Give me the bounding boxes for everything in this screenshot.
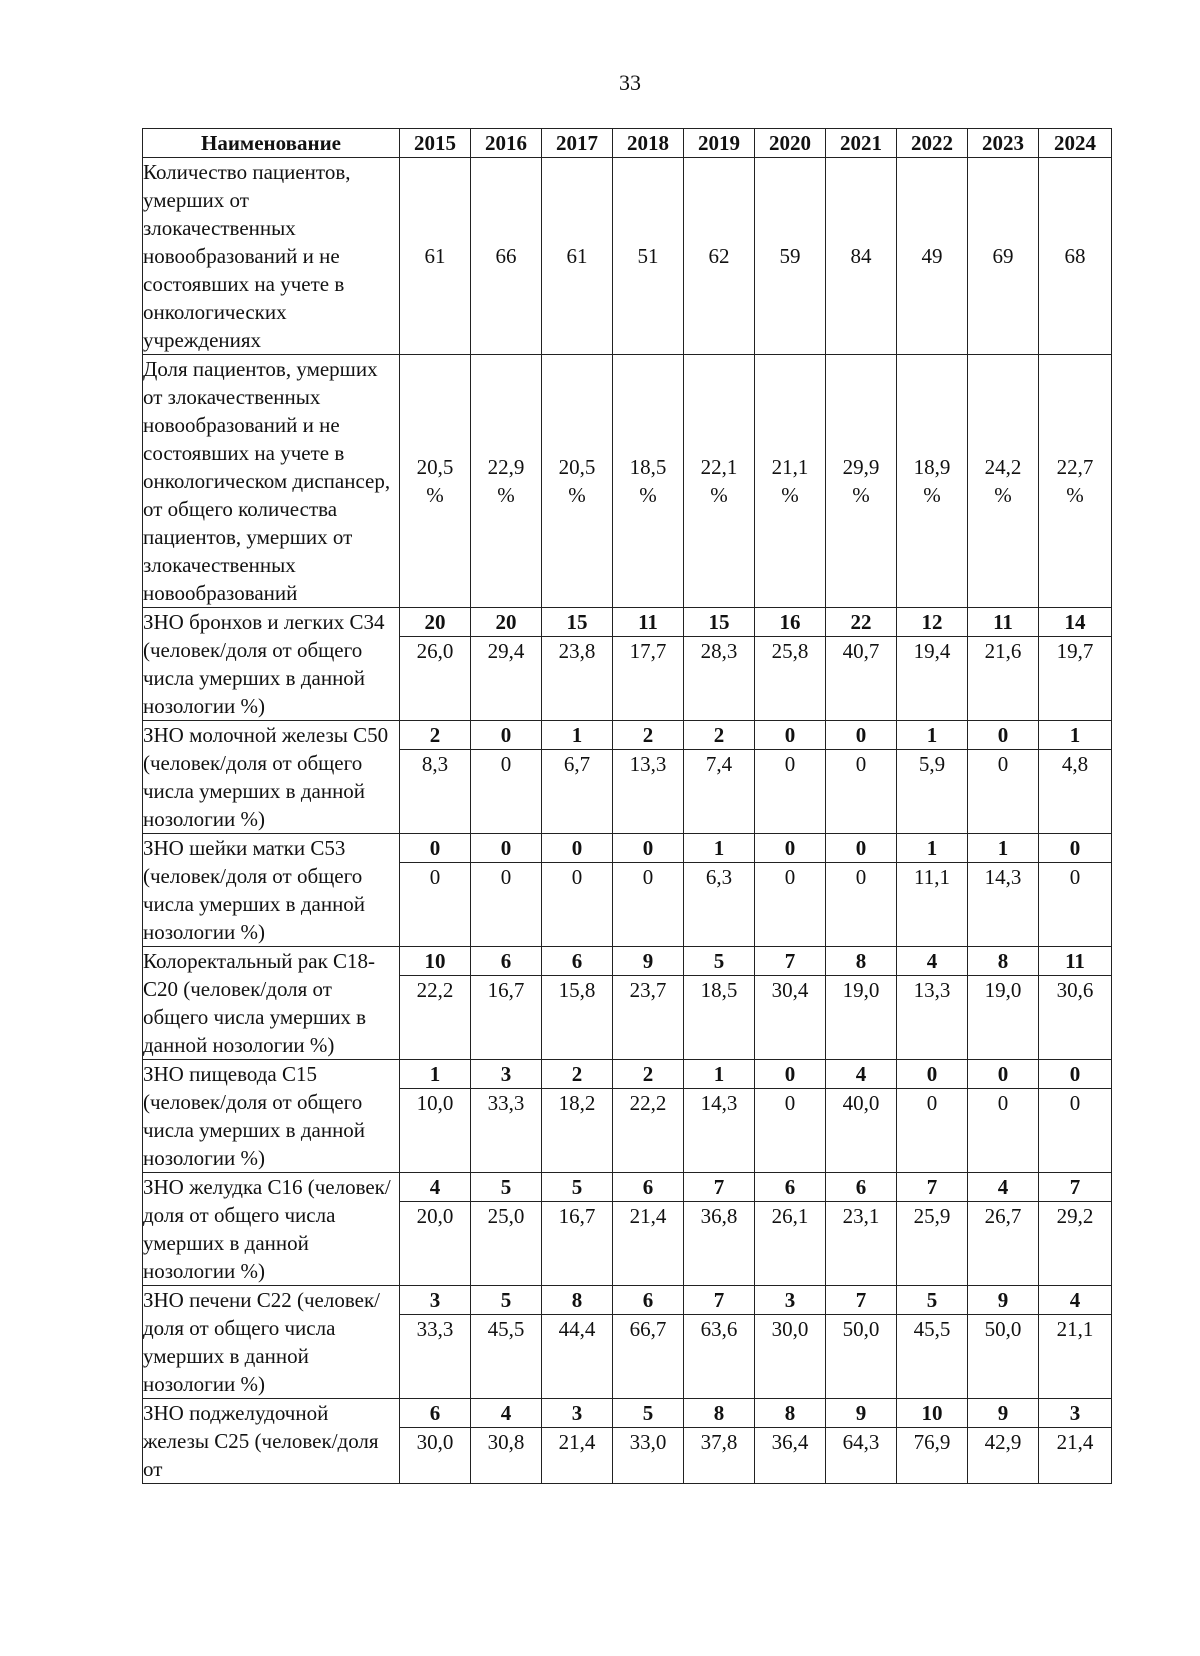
- share-cell: 0: [826, 750, 897, 834]
- count-cell: 9: [968, 1399, 1039, 1428]
- count-cell: 0: [542, 834, 613, 863]
- count-cell: 22: [826, 608, 897, 637]
- count-cell: 6: [400, 1399, 471, 1428]
- count-cell: 6: [826, 1173, 897, 1202]
- count-cell: 3: [755, 1286, 826, 1315]
- count-cell: 0: [755, 1060, 826, 1089]
- share-cell: 15,8: [542, 976, 613, 1060]
- share-cell: 19,7: [1039, 637, 1112, 721]
- share-cell: 25,9: [897, 1202, 968, 1286]
- header-year: 2018: [613, 129, 684, 158]
- row-value: 59: [755, 158, 826, 355]
- header-year: 2022: [897, 129, 968, 158]
- count-cell: 9: [613, 947, 684, 976]
- nosology-label: ЗНО желудка С16 (человек/доля от общего числа умерших в данной нозологии %): [143, 1173, 400, 1286]
- count-cell: 11: [968, 608, 1039, 637]
- count-cell: 0: [968, 721, 1039, 750]
- count-cell: 7: [826, 1286, 897, 1315]
- share-cell: 45,5: [471, 1315, 542, 1399]
- share-cell: 14,3: [968, 863, 1039, 947]
- share-cell: 21,4: [1039, 1428, 1112, 1484]
- value-unit: %: [994, 483, 1012, 507]
- nosology-count-row: [143, 834, 1112, 863]
- header-year: 2019: [684, 129, 755, 158]
- count-cell: 3: [471, 1060, 542, 1089]
- count-cell: 1: [542, 721, 613, 750]
- share-cell: 36,8: [684, 1202, 755, 1286]
- header-year: 2015: [400, 129, 471, 158]
- share-cell: 6,7: [542, 750, 613, 834]
- row-value: [755, 355, 826, 608]
- count-cell: 0: [897, 1060, 968, 1089]
- count-cell: 20: [400, 608, 471, 637]
- value-number: 20,5: [416, 455, 454, 479]
- count-cell: 6: [613, 1286, 684, 1315]
- share-cell: 63,6: [684, 1315, 755, 1399]
- share-cell: 29,2: [1039, 1202, 1112, 1286]
- count-cell: 7: [684, 1173, 755, 1202]
- share-cell: 22,2: [613, 1089, 684, 1173]
- count-cell: 4: [826, 1060, 897, 1089]
- header-name: Наименование: [143, 129, 400, 158]
- nosology-label: ЗНО молочной железы С50 (человек/доля от общего числа умерших в данной нозологии %): [143, 721, 400, 834]
- nosology-count-row: [143, 1286, 1112, 1315]
- value-unit: %: [426, 483, 444, 507]
- share-cell: 8,3: [400, 750, 471, 834]
- share-cell: 6,3: [684, 863, 755, 947]
- count-cell: 8: [684, 1399, 755, 1428]
- header-year: 2020: [755, 129, 826, 158]
- page-number: 33: [619, 70, 641, 95]
- share-cell: 7,4: [684, 750, 755, 834]
- row-value: 61: [542, 158, 613, 355]
- count-cell: 7: [897, 1173, 968, 1202]
- share-cell: 17,7: [613, 637, 684, 721]
- share-cell: 21,1: [1039, 1315, 1112, 1399]
- share-cell: 44,4: [542, 1315, 613, 1399]
- share-cell: 18,2: [542, 1089, 613, 1173]
- share-cell: 0: [826, 863, 897, 947]
- count-cell: 2: [684, 721, 755, 750]
- value-number: 20,5: [558, 455, 596, 479]
- count-cell: 6: [613, 1173, 684, 1202]
- share-cell: 0: [400, 863, 471, 947]
- row-label: Доля пациентов, умерших от злокачественных новообразований и не состоявших на учете в онкологическом диспансер, от общего количества пациентов, умерших от злокачественных новообразований: [143, 355, 400, 608]
- share-cell: 30,0: [400, 1428, 471, 1484]
- count-cell: 0: [1039, 1060, 1112, 1089]
- nosology-label: ЗНО шейки матки С53 (человек/доля от общего числа умерших в данной нозологии %): [143, 834, 400, 947]
- share-cell: 26,1: [755, 1202, 826, 1286]
- share-cell: 23,7: [613, 976, 684, 1060]
- share-cell: 40,0: [826, 1089, 897, 1173]
- count-cell: 8: [826, 947, 897, 976]
- count-cell: 11: [1039, 947, 1112, 976]
- row-label: Количество пациентов, умерших от злокачественных новообразований и не состоявших на учете в онкологических учреждениях: [143, 158, 400, 355]
- count-cell: 5: [897, 1286, 968, 1315]
- share-cell: 42,9: [968, 1428, 1039, 1484]
- header-year: 2021: [826, 129, 897, 158]
- share-cell: 64,3: [826, 1428, 897, 1484]
- header-year: 2016: [471, 129, 542, 158]
- count-cell: 3: [542, 1399, 613, 1428]
- row-value: 66: [471, 158, 542, 355]
- count-cell: 6: [755, 1173, 826, 1202]
- share-cell: 36,4: [755, 1428, 826, 1484]
- share-cell: 0: [968, 750, 1039, 834]
- share-cell: 19,0: [968, 976, 1039, 1060]
- count-cell: 4: [400, 1173, 471, 1202]
- count-cell: 3: [1039, 1399, 1112, 1428]
- row-value: 62: [684, 158, 755, 355]
- share-cell: 29,4: [471, 637, 542, 721]
- share-cell: 0: [542, 863, 613, 947]
- share-cell: 5,9: [897, 750, 968, 834]
- row-value: [897, 355, 968, 608]
- share-cell: 21,4: [542, 1428, 613, 1484]
- count-cell: 1: [684, 1060, 755, 1089]
- value-number: 24,2: [984, 455, 1022, 479]
- row-value: 84: [826, 158, 897, 355]
- count-cell: 1: [400, 1060, 471, 1089]
- count-cell: 2: [613, 721, 684, 750]
- row-value: [826, 355, 897, 608]
- share-cell: 40,7: [826, 637, 897, 721]
- share-cell: 22,2: [400, 976, 471, 1060]
- share-cell: 26,0: [400, 637, 471, 721]
- share-cell: 0: [968, 1089, 1039, 1173]
- count-cell: 7: [755, 947, 826, 976]
- share-cell: 0: [1039, 863, 1112, 947]
- share-cell: 25,0: [471, 1202, 542, 1286]
- row-value: 51: [613, 158, 684, 355]
- nosology-label: ЗНО печени С22 (человек/доля от общего числа умерших в данной нозологии %): [143, 1286, 400, 1399]
- share-cell: 30,4: [755, 976, 826, 1060]
- nosology-label: Колоректальный рак С18-С20 (человек/доля от общего числа умерших в данной нозологии %): [143, 947, 400, 1060]
- count-cell: 10: [400, 947, 471, 976]
- share-cell: 37,8: [684, 1428, 755, 1484]
- share-cell: 0: [755, 1089, 826, 1173]
- count-cell: 16: [755, 608, 826, 637]
- row-value: [471, 355, 542, 608]
- share-cell: 30,8: [471, 1428, 542, 1484]
- count-cell: 4: [968, 1173, 1039, 1202]
- count-cell: 0: [400, 834, 471, 863]
- count-cell: 15: [684, 608, 755, 637]
- count-cell: 0: [826, 834, 897, 863]
- share-cell: 30,0: [755, 1315, 826, 1399]
- count-cell: 0: [755, 834, 826, 863]
- share-cell: 30,6: [1039, 976, 1112, 1060]
- share-cell: 16,7: [471, 976, 542, 1060]
- share-cell: 0: [613, 863, 684, 947]
- header-year: 2024: [1039, 129, 1112, 158]
- share-cell: 26,7: [968, 1202, 1039, 1286]
- count-cell: 8: [542, 1286, 613, 1315]
- count-cell: 6: [542, 947, 613, 976]
- count-cell: 10: [897, 1399, 968, 1428]
- share-cell: 11,1: [897, 863, 968, 947]
- count-cell: 9: [826, 1399, 897, 1428]
- count-cell: 11: [613, 608, 684, 637]
- count-cell: 8: [755, 1399, 826, 1428]
- share-cell: 23,8: [542, 637, 613, 721]
- share-cell: 50,0: [826, 1315, 897, 1399]
- count-cell: 5: [542, 1173, 613, 1202]
- header-year: 2023: [968, 129, 1039, 158]
- count-cell: 2: [542, 1060, 613, 1089]
- share-cell: 33,3: [471, 1089, 542, 1173]
- count-cell: 6: [471, 947, 542, 976]
- count-cell: 1: [1039, 721, 1112, 750]
- share-cell: 14,3: [684, 1089, 755, 1173]
- row-value: [400, 355, 471, 608]
- count-cell: 4: [471, 1399, 542, 1428]
- share-cell: 4,8: [1039, 750, 1112, 834]
- row-value: [1039, 355, 1112, 608]
- nosology-count-row: [143, 721, 1112, 750]
- count-cell: 1: [897, 721, 968, 750]
- row-value: [613, 355, 684, 608]
- count-cell: 0: [1039, 834, 1112, 863]
- value-unit: %: [923, 483, 941, 507]
- count-cell: 9: [968, 1286, 1039, 1315]
- count-cell: 8: [968, 947, 1039, 976]
- count-cell: 1: [897, 834, 968, 863]
- row-value: [542, 355, 613, 608]
- count-cell: 7: [1039, 1173, 1112, 1202]
- value-unit: %: [781, 483, 799, 507]
- share-cell: 0: [897, 1089, 968, 1173]
- nosology-label: ЗНО бронхов и легких С34 (человек/доля от общего числа умерших в данной нозологии %): [143, 608, 400, 721]
- row-value: 69: [968, 158, 1039, 355]
- share-cell: 13,3: [613, 750, 684, 834]
- value-unit: %: [639, 483, 657, 507]
- row-value: 68: [1039, 158, 1112, 355]
- count-cell: 1: [968, 834, 1039, 863]
- share-cell: 0: [471, 750, 542, 834]
- count-cell: 14: [1039, 608, 1112, 637]
- row-value: 61: [400, 158, 471, 355]
- count-cell: 12: [897, 608, 968, 637]
- count-cell: 5: [684, 947, 755, 976]
- count-cell: 2: [613, 1060, 684, 1089]
- value-number: 22,7: [1056, 455, 1094, 479]
- share-cell: 28,3: [684, 637, 755, 721]
- value-number: 29,9: [842, 455, 880, 479]
- nosology-count-row: [143, 947, 1112, 976]
- share-cell: 21,4: [613, 1202, 684, 1286]
- value-number: 22,1: [700, 455, 738, 479]
- share-cell: 66,7: [613, 1315, 684, 1399]
- count-cell: 0: [471, 834, 542, 863]
- count-cell: 0: [968, 1060, 1039, 1089]
- count-cell: 0: [755, 721, 826, 750]
- value-number: 21,1: [771, 455, 809, 479]
- nosology-count-row: [143, 608, 1112, 637]
- row-value: 49: [897, 158, 968, 355]
- header-row: [143, 129, 1112, 158]
- share-cell: 23,1: [826, 1202, 897, 1286]
- value-number: 22,9: [487, 455, 525, 479]
- value-unit: %: [852, 483, 870, 507]
- count-cell: 5: [613, 1399, 684, 1428]
- share-cell: 0: [471, 863, 542, 947]
- count-cell: 2: [400, 721, 471, 750]
- value-unit: %: [568, 483, 586, 507]
- share-cell: 33,0: [613, 1428, 684, 1484]
- share-cell: 45,5: [897, 1315, 968, 1399]
- share-cell: 0: [755, 750, 826, 834]
- share-cell: 33,3: [400, 1315, 471, 1399]
- count-cell: 1: [684, 834, 755, 863]
- share-cell: 13,3: [897, 976, 968, 1060]
- count-cell: 20: [471, 608, 542, 637]
- nosology-label: ЗНО поджелудочной железы С25 (человек/доля от: [143, 1399, 400, 1484]
- share-cell: 18,5: [684, 976, 755, 1060]
- value-number: 18,5: [629, 455, 667, 479]
- table-row: [143, 355, 1112, 608]
- row-value: [968, 355, 1039, 608]
- count-cell: 0: [613, 834, 684, 863]
- count-cell: 7: [684, 1286, 755, 1315]
- share-cell: 10,0: [400, 1089, 471, 1173]
- share-cell: 21,6: [968, 637, 1039, 721]
- value-number: 18,9: [913, 455, 951, 479]
- value-unit: %: [710, 483, 728, 507]
- count-cell: 0: [471, 721, 542, 750]
- value-unit: %: [1066, 483, 1084, 507]
- share-cell: 25,8: [755, 637, 826, 721]
- value-unit: %: [497, 483, 515, 507]
- count-cell: 5: [471, 1286, 542, 1315]
- count-cell: 4: [1039, 1286, 1112, 1315]
- share-cell: 20,0: [400, 1202, 471, 1286]
- nosology-count-row: [143, 1060, 1112, 1089]
- share-cell: 0: [755, 863, 826, 947]
- share-cell: 19,0: [826, 976, 897, 1060]
- count-cell: 3: [400, 1286, 471, 1315]
- header-year: 2017: [542, 129, 613, 158]
- count-cell: 5: [471, 1173, 542, 1202]
- count-cell: 0: [826, 721, 897, 750]
- table-row: [143, 158, 1112, 355]
- share-cell: 0: [1039, 1089, 1112, 1173]
- nosology-label: ЗНО пищевода С15 (человек/доля от общего числа умерших в данной нозологии %): [143, 1060, 400, 1173]
- statistics-table: [142, 128, 1112, 1484]
- share-cell: 50,0: [968, 1315, 1039, 1399]
- nosology-count-row: [143, 1399, 1112, 1428]
- share-cell: 19,4: [897, 637, 968, 721]
- count-cell: 4: [897, 947, 968, 976]
- count-cell: 15: [542, 608, 613, 637]
- nosology-count-row: [143, 1173, 1112, 1202]
- row-value: [684, 355, 755, 608]
- share-cell: 16,7: [542, 1202, 613, 1286]
- share-cell: 76,9: [897, 1428, 968, 1484]
